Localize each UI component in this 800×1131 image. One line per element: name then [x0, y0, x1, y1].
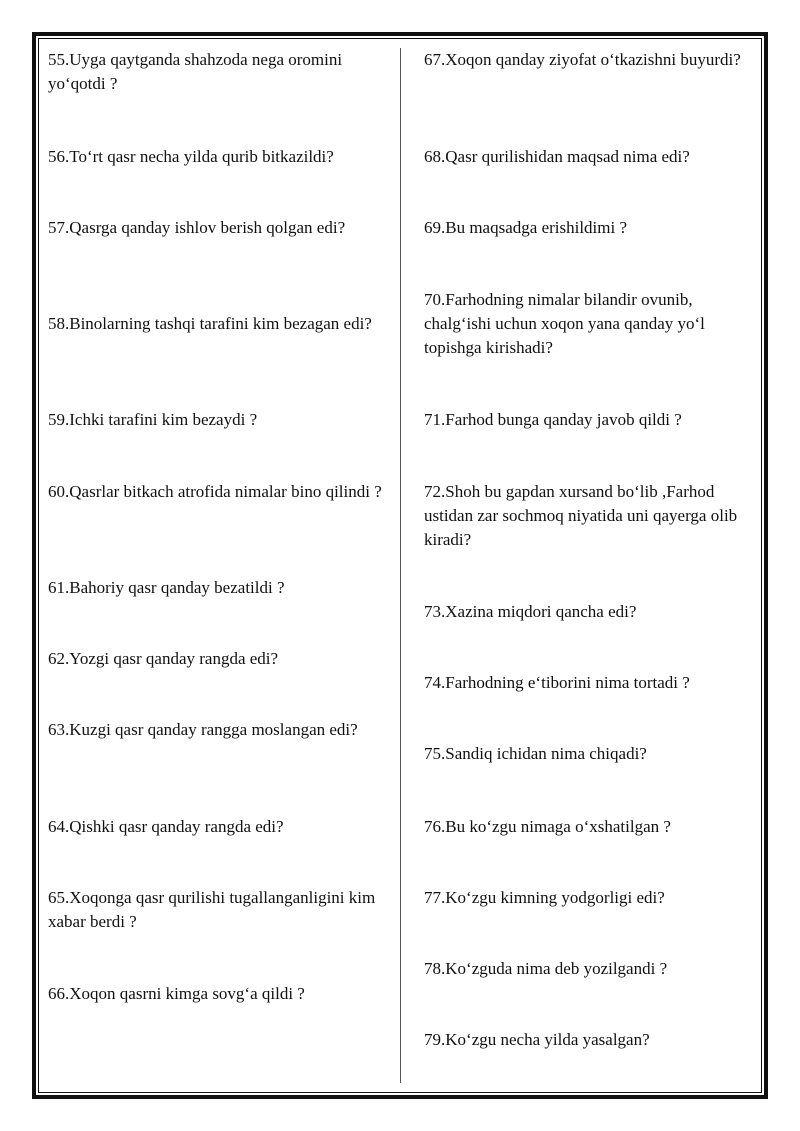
question-56: 56.To‘rt qasr necha yilda qurib bitkazildi? — [48, 147, 334, 166]
question-71: 71.Farhod bunga qanday javob qildi ? — [424, 410, 682, 429]
question-78: 78.Ko‘zguda nima deb yozilgandi ? — [424, 959, 668, 978]
question-59: 59.Ichki tarafini kim bezaydi ? — [48, 410, 258, 429]
question-74: 74.Farhodning e‘tiborini nima tortadi ? — [424, 673, 690, 692]
question-55: 55.Uyga qaytganda shahzoda nega oromini yo‘qotdi ? — [48, 50, 343, 93]
question-67: 67.Xoqon qanday ziyofat o‘tkazishni buyurdi? — [424, 50, 741, 69]
question-64: 64.Qishki qasr qanday rangda edi? — [48, 817, 284, 836]
question-66: 66.Xoqon qasrni kimga sovg‘a qildi ? — [48, 984, 305, 1003]
question-58: 58.Binolarning tashqi tarafini kim bezagan edi? — [48, 314, 372, 333]
question-76: 76.Bu ko‘zgu nimaga o‘xshatilgan ? — [424, 817, 671, 836]
column-divider — [400, 48, 401, 1083]
question-75: 75.Sandiq ichidan nima chiqadi? — [424, 744, 647, 763]
question-68: 68.Qasr qurilishidan maqsad nima edi? — [424, 147, 690, 166]
question-69: 69.Bu maqsadga erishildimi ? — [424, 218, 628, 237]
question-70: 70.Farhodning nimalar bilandir ovunib, chalg‘ishi uchun xoqon yana qanday yo‘l topishga kirishadi? — [424, 290, 705, 357]
question-61: 61.Bahoriy qasr qanday bezatildi ? — [48, 578, 285, 597]
question-63: 63.Kuzgi qasr qanday rangga moslangan edi? — [48, 720, 358, 739]
question-77: 77.Ko‘zgu kimning yodgorligi edi? — [424, 888, 665, 907]
question-65: 65.Xoqonga qasr qurilishi tugallanganligini kim xabar berdi ? — [48, 888, 376, 931]
question-57: 57.Qasrga qanday ishlov berish qolgan edi? — [48, 218, 346, 237]
question-79: 79.Ko‘zgu necha yilda yasalgan? — [424, 1030, 650, 1049]
question-72: 72.Shoh bu gapdan xursand bo‘lib ,Farhod ustidan zar sochmoq niyatida uni qayerga olib kiradi? — [424, 482, 738, 549]
question-60: 60.Qasrlar bitkach atrofida nimalar bino qilindi ? — [48, 482, 382, 501]
question-62: 62.Yozgi qasr qanday rangda edi? — [48, 649, 279, 668]
question-73: 73.Xazina miqdori qancha edi? — [424, 602, 637, 621]
